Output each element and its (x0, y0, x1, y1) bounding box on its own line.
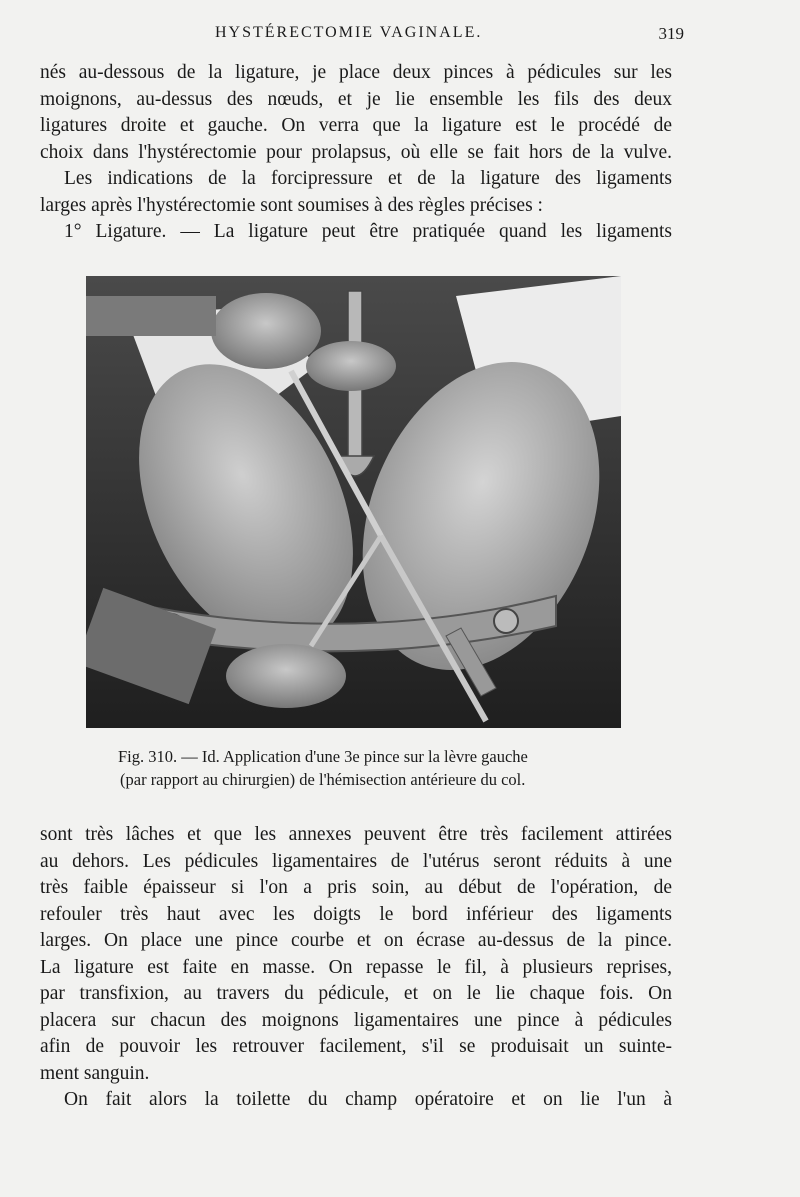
text-line: ment sanguin. (40, 1062, 150, 1084)
text-line: refouler très haut avec les doigts le bord inférieur des ligaments (40, 903, 672, 925)
text-line: 1° Ligature. — La ligature peut être pratiquée quand les ligaments (64, 221, 672, 242)
text-line: sont très lâches et que les annexes peuvent être très facilement attirées (40, 824, 672, 845)
text-line: par transfixion, au travers du pédicule, et on le lie chaque fois. On (40, 983, 672, 1004)
figure-caption (118, 745, 608, 791)
body-text-bottom (40, 822, 672, 1114)
text-line: larges après l'hystérectomie sont soumises à des règles précises : (40, 194, 543, 216)
text-line: afin de pouvoir les retrouver facilement, s'il se produisait un suinte- (40, 1036, 672, 1057)
text-line: nés au-dessous de la ligature, je place deux pinces à pédicules sur les (40, 62, 672, 83)
body-text-top (40, 60, 672, 246)
text-line: choix dans l'hystérectomie pour prolapsus, où elle se fait hors de la vulve. (40, 141, 672, 163)
text-line: très faible épaisseur si l'on a pris soin, au début de l'opération, de (40, 877, 672, 898)
text-line: La ligature est faite en masse. On repasse le fil, à plusieurs reprises, (40, 956, 672, 978)
text-line: ligatures droite et gauche. On verra que la ligature est le procédé de (40, 115, 672, 136)
text-line: larges. On place une pince courbe et on écrase au-dessus de la pince. (40, 930, 672, 951)
text-line: moignons, au-dessus des nœuds, et je lie ensemble les fils des deux (40, 88, 672, 110)
surgical-photograph (86, 276, 621, 728)
photograph-illustration (86, 276, 621, 728)
running-title: HYSTÉRECTOMIE VAGINALE. (215, 24, 483, 41)
text-line: au dehors. Les pédicules ligamentaires de l'utérus seront réduits à une (40, 850, 672, 872)
running-head (40, 24, 684, 48)
text-line: On fait alors la toilette du champ opératoire et on lie l'un à (64, 1089, 672, 1110)
caption-line: Fig. 310. — Id. Application d'une 3e pince sur la lèvre gauche (118, 747, 528, 766)
caption-line: (par rapport au chirurgien) de l'hémisection antérieure du col. (120, 770, 526, 789)
page-number: 319 (658, 24, 684, 43)
text-line: placera sur chacun des moignons ligamentaires une pince à pédicules (40, 1009, 672, 1031)
text-line: Les indications de la forcipressure et de la ligature des ligaments (64, 168, 672, 189)
